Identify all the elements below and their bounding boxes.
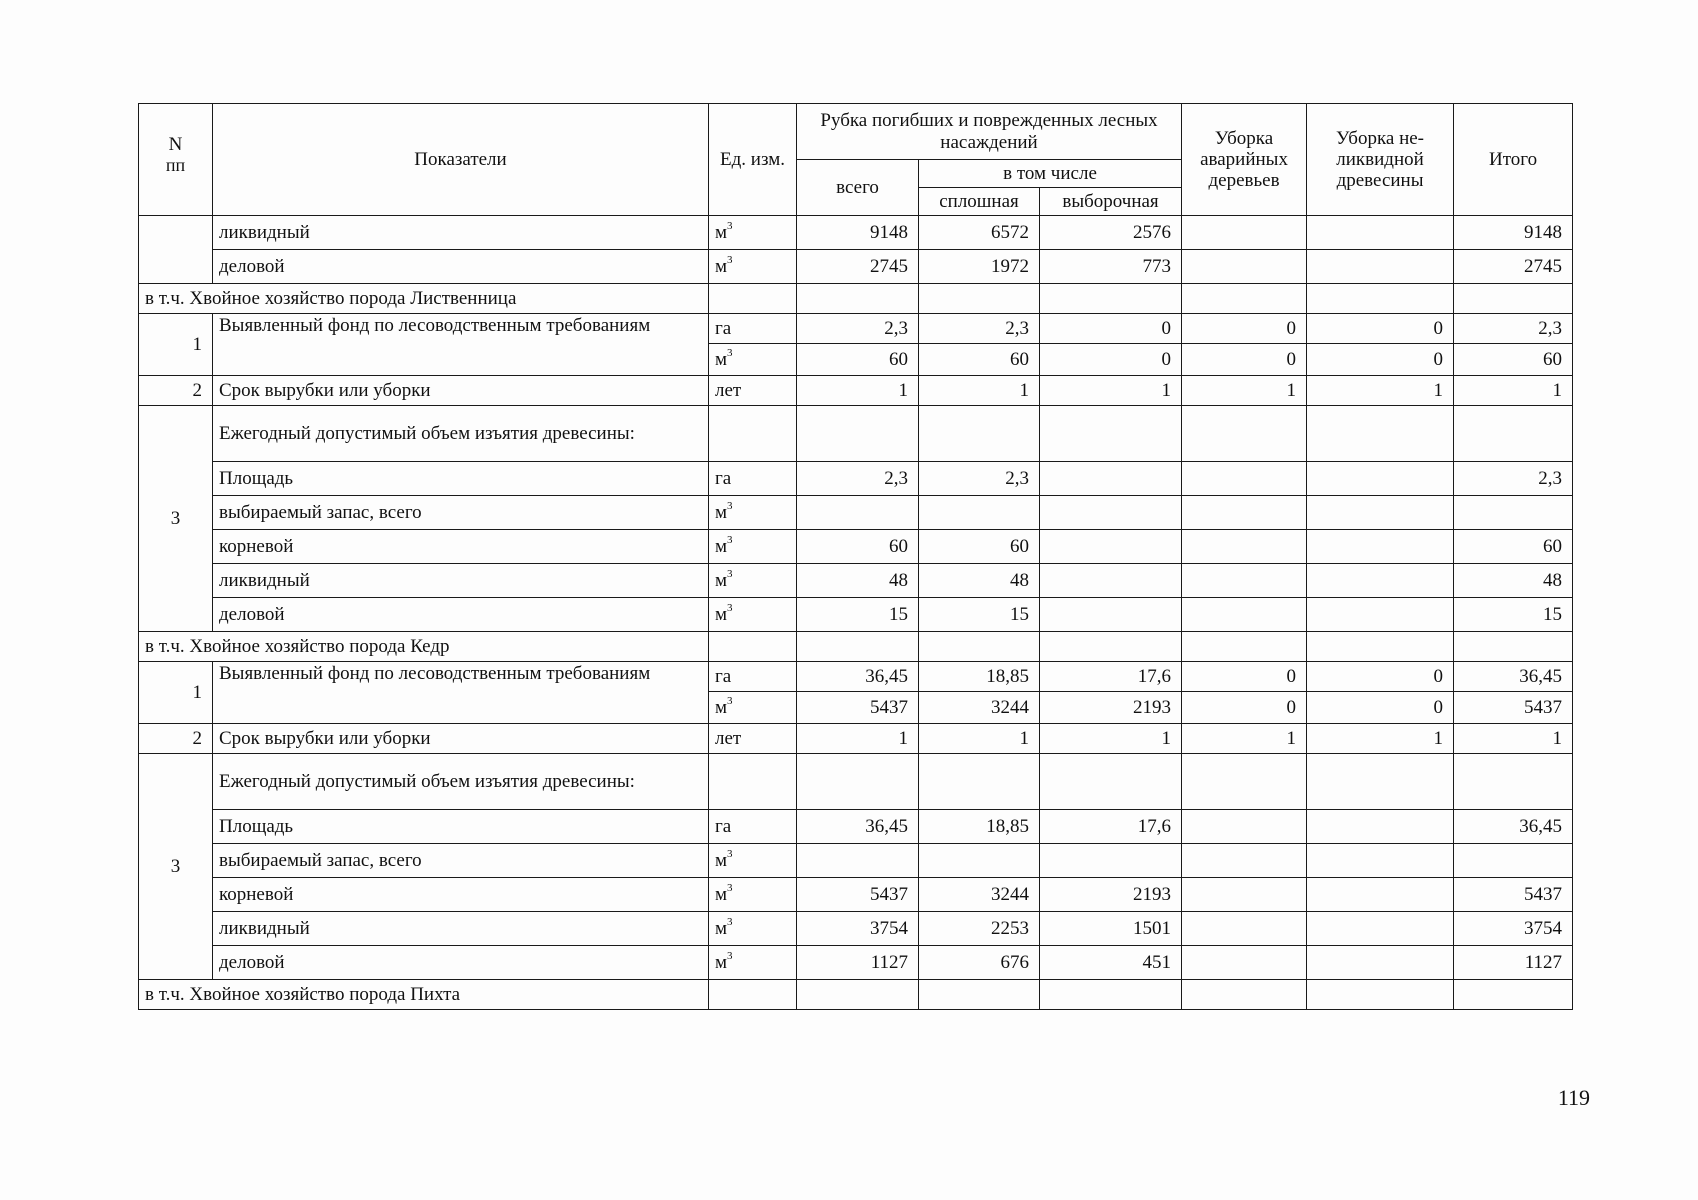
value-cell — [1182, 530, 1307, 564]
value-cell: 0 — [1040, 344, 1182, 376]
indicator-label: Площадь — [213, 810, 709, 844]
header-pp: пп — [165, 155, 186, 176]
value-cell: 2193 — [1040, 692, 1182, 724]
unit-text: м — [715, 348, 728, 370]
header-selective: выборочная — [1040, 188, 1182, 216]
value-cell — [1040, 564, 1182, 598]
value-cell — [1182, 250, 1307, 284]
empty-cell — [919, 754, 1040, 810]
value-cell: 2253 — [919, 912, 1040, 946]
empty-cell — [1454, 284, 1573, 314]
value-cell: 60 — [1454, 530, 1573, 564]
header-row-1 — [139, 104, 1573, 160]
header-n: N — [168, 134, 183, 155]
value-cell: 48 — [919, 564, 1040, 598]
indicator-label: Срок вырубки или уборки — [213, 376, 709, 406]
value-cell: 9148 — [1454, 216, 1573, 250]
value-cell: 0 — [1307, 314, 1454, 344]
value-cell: 1127 — [1454, 946, 1573, 980]
unit-superscript: 3 — [727, 253, 733, 266]
unit-cell — [709, 496, 797, 530]
empty-cell — [1454, 406, 1573, 462]
unit-cell — [709, 946, 797, 980]
unit-cell — [709, 662, 797, 692]
unit-text: га — [715, 467, 732, 489]
unit-cell — [709, 598, 797, 632]
unit-cell — [709, 878, 797, 912]
value-cell — [797, 844, 919, 878]
header-total: всего — [797, 160, 919, 216]
value-cell: 17,6 — [1040, 662, 1182, 692]
value-cell: 0 — [1307, 344, 1454, 376]
value-cell: 676 — [919, 946, 1040, 980]
value-cell: 2745 — [797, 250, 919, 284]
value-cell: 60 — [919, 530, 1040, 564]
value-cell — [1307, 250, 1454, 284]
section-title: в т.ч. Хвойное хозяйство порода Пихта — [139, 980, 709, 1010]
row-number: 2 — [139, 376, 213, 406]
indicator-label: Ежегодный допустимый объем изъятия древесины: — [213, 754, 709, 810]
unit-text: га — [715, 665, 732, 687]
empty-cell — [919, 980, 1040, 1010]
value-cell — [1040, 462, 1182, 496]
value-cell: 2,3 — [1454, 462, 1573, 496]
value-cell: 1 — [1182, 376, 1307, 406]
empty-cell — [797, 406, 919, 462]
value-cell: 5437 — [1454, 692, 1573, 724]
value-cell — [1040, 598, 1182, 632]
empty-cell — [1182, 754, 1307, 810]
unit-text: га — [715, 815, 732, 837]
table-row — [139, 662, 1573, 692]
value-cell: 1127 — [797, 946, 919, 980]
value-cell: 1 — [1040, 724, 1182, 754]
unit-superscript: 3 — [727, 915, 733, 928]
table-row — [139, 216, 1573, 250]
empty-cell — [797, 754, 919, 810]
value-cell: 3754 — [797, 912, 919, 946]
value-cell: 1 — [1454, 724, 1573, 754]
empty-cell — [1454, 754, 1573, 810]
table-row — [139, 496, 1573, 530]
empty-cell — [1307, 284, 1454, 314]
value-cell: 0 — [1182, 662, 1307, 692]
value-cell: 1 — [1307, 376, 1454, 406]
indicator-label: Срок вырубки или уборки — [213, 724, 709, 754]
value-cell: 773 — [1040, 250, 1182, 284]
value-cell — [1307, 462, 1454, 496]
value-cell: 15 — [797, 598, 919, 632]
value-cell: 5437 — [797, 878, 919, 912]
value-cell: 5437 — [1454, 878, 1573, 912]
table-row — [139, 878, 1573, 912]
value-cell: 1 — [797, 724, 919, 754]
value-cell: 0 — [1182, 692, 1307, 724]
empty-cell — [919, 632, 1040, 662]
indicator-label: корневой — [213, 530, 709, 564]
header-number-cell — [139, 104, 213, 216]
unit-text: м — [715, 221, 728, 243]
empty-cell — [797, 632, 919, 662]
indicator-label: ликвидный — [213, 912, 709, 946]
indicator-label: Выявленный фонд по лесоводственным требованиям — [213, 662, 709, 724]
value-cell — [919, 844, 1040, 878]
header-unit: Ед. изм. — [709, 104, 797, 216]
value-cell: 2,3 — [797, 314, 919, 344]
table-row — [139, 946, 1573, 980]
value-cell: 2,3 — [797, 462, 919, 496]
value-cell — [1307, 844, 1454, 878]
value-cell: 1 — [1040, 376, 1182, 406]
empty-cell — [1040, 980, 1182, 1010]
row-number: 3 — [139, 754, 213, 980]
empty-cell — [1454, 632, 1573, 662]
indicator-label: деловой — [213, 250, 709, 284]
indicator-label: выбираемый запас, всего — [213, 844, 709, 878]
unit-cell — [709, 912, 797, 946]
unit-text: м — [715, 696, 728, 718]
unit-text: га — [715, 317, 732, 339]
row-number: 1 — [139, 314, 213, 376]
value-cell — [1307, 496, 1454, 530]
value-cell: 5437 — [797, 692, 919, 724]
value-cell: 60 — [1454, 344, 1573, 376]
indicator-label: деловой — [213, 946, 709, 980]
empty-cell — [1182, 406, 1307, 462]
table-row — [139, 754, 1573, 810]
value-cell — [1182, 912, 1307, 946]
value-cell: 0 — [1182, 344, 1307, 376]
value-cell — [1182, 462, 1307, 496]
unit-cell — [709, 216, 797, 250]
empty-cell — [1307, 632, 1454, 662]
unit-cell: лет — [709, 724, 797, 754]
empty-cell — [1182, 632, 1307, 662]
unit-superscript: 3 — [727, 847, 733, 860]
value-cell — [1040, 844, 1182, 878]
value-cell: 2193 — [1040, 878, 1182, 912]
unit-text: м — [715, 849, 728, 871]
unit-superscript: 3 — [727, 346, 733, 359]
value-cell: 3244 — [919, 878, 1040, 912]
section-title-row — [139, 284, 1573, 314]
unit-cell — [709, 692, 797, 724]
unit-superscript: 3 — [727, 881, 733, 894]
indicator-label: выбираемый запас, всего — [213, 496, 709, 530]
value-cell: 2,3 — [919, 314, 1040, 344]
value-cell — [1454, 844, 1573, 878]
header-clear: сплошная — [919, 188, 1040, 216]
row-number: 1 — [139, 662, 213, 724]
value-cell — [1182, 496, 1307, 530]
value-cell: 1 — [1182, 724, 1307, 754]
value-cell: 1 — [1454, 376, 1573, 406]
value-cell — [1182, 598, 1307, 632]
value-cell: 451 — [1040, 946, 1182, 980]
unit-text: м — [715, 255, 728, 277]
table-row — [139, 724, 1573, 754]
indicator-label: ликвидный — [213, 216, 709, 250]
value-cell: 60 — [797, 530, 919, 564]
table-row — [139, 810, 1573, 844]
value-cell: 0 — [1307, 662, 1454, 692]
unit-cell — [709, 344, 797, 376]
value-cell: 1501 — [1040, 912, 1182, 946]
value-cell: 9148 — [797, 216, 919, 250]
empty-cell — [797, 980, 919, 1010]
unit-text: м — [715, 951, 728, 973]
forest-felling-table — [138, 103, 1573, 1010]
value-cell — [1182, 564, 1307, 598]
unit-cell — [709, 250, 797, 284]
value-cell: 1 — [919, 724, 1040, 754]
header-illiquid: Уборка не-ликвидной древесины — [1307, 104, 1454, 216]
empty-cell — [1307, 980, 1454, 1010]
value-cell: 36,45 — [1454, 810, 1573, 844]
value-cell: 15 — [919, 598, 1040, 632]
value-cell: 1 — [1307, 724, 1454, 754]
unit-text: м — [715, 603, 728, 625]
table-row — [139, 406, 1573, 462]
unit-superscript: 3 — [727, 601, 733, 614]
value-cell: 17,6 — [1040, 810, 1182, 844]
value-cell: 0 — [1182, 314, 1307, 344]
value-cell: 0 — [1307, 692, 1454, 724]
unit-text: м — [715, 883, 728, 905]
value-cell — [1454, 496, 1573, 530]
table-row — [139, 912, 1573, 946]
table-row — [139, 462, 1573, 496]
value-cell — [1307, 946, 1454, 980]
table-row — [139, 250, 1573, 284]
value-cell — [919, 496, 1040, 530]
empty-cell — [797, 284, 919, 314]
indicator-label: Ежегодный допустимый объем изъятия древесины: — [213, 406, 709, 462]
section-title-row — [139, 980, 1573, 1010]
unit-cell — [709, 530, 797, 564]
number-cell — [139, 216, 213, 284]
table-row — [139, 376, 1573, 406]
indicator-label: Выявленный фонд по лесоводственным требованиям — [213, 314, 709, 376]
row-number: 3 — [139, 406, 213, 632]
table-row — [139, 844, 1573, 878]
value-cell — [1307, 598, 1454, 632]
section-title: в т.ч. Хвойное хозяйство порода Лиственница — [139, 284, 709, 314]
empty-cell — [1307, 754, 1454, 810]
unit-cell — [709, 844, 797, 878]
table-row — [139, 564, 1573, 598]
value-cell — [1182, 878, 1307, 912]
section-title: в т.ч. Хвойное хозяйство порода Кедр — [139, 632, 709, 662]
header-indicators: Показатели — [213, 104, 709, 216]
empty-cell — [709, 284, 797, 314]
value-cell: 1 — [797, 376, 919, 406]
value-cell — [1040, 496, 1182, 530]
indicator-label: Площадь — [213, 462, 709, 496]
value-cell: 36,45 — [797, 810, 919, 844]
value-cell: 60 — [919, 344, 1040, 376]
unit-cell — [709, 462, 797, 496]
value-cell: 36,45 — [1454, 662, 1573, 692]
empty-cell — [1182, 284, 1307, 314]
value-cell: 18,85 — [919, 810, 1040, 844]
value-cell: 1972 — [919, 250, 1040, 284]
empty-cell — [919, 406, 1040, 462]
unit-superscript: 3 — [727, 694, 733, 707]
unit-text: м — [715, 917, 728, 939]
indicator-label: корневой — [213, 878, 709, 912]
empty-cell — [1040, 406, 1182, 462]
table-row — [139, 530, 1573, 564]
value-cell: 48 — [797, 564, 919, 598]
value-cell — [1307, 530, 1454, 564]
empty-cell — [709, 406, 797, 462]
value-cell: 48 — [1454, 564, 1573, 598]
unit-text: м — [715, 569, 728, 591]
value-cell — [1182, 946, 1307, 980]
value-cell: 0 — [1040, 314, 1182, 344]
row-number: 2 — [139, 724, 213, 754]
empty-cell — [709, 980, 797, 1010]
value-cell: 2,3 — [1454, 314, 1573, 344]
unit-superscript: 3 — [727, 533, 733, 546]
value-cell — [797, 496, 919, 530]
unit-superscript: 3 — [727, 219, 733, 232]
indicator-label: ликвидный — [213, 564, 709, 598]
page-number: 119 — [1557, 1085, 1590, 1110]
table-row — [139, 598, 1573, 632]
empty-cell — [1040, 284, 1182, 314]
header-felling: Рубка погибших и поврежденных лесных насаждений — [797, 104, 1182, 160]
value-cell: 1 — [919, 376, 1040, 406]
value-cell: 18,85 — [919, 662, 1040, 692]
value-cell: 15 — [1454, 598, 1573, 632]
value-cell: 2745 — [1454, 250, 1573, 284]
header-itogo: Итого — [1454, 104, 1573, 216]
header-emergency: Уборка аварийных деревьев — [1182, 104, 1307, 216]
empty-cell — [1040, 754, 1182, 810]
value-cell — [1307, 878, 1454, 912]
value-cell: 3244 — [919, 692, 1040, 724]
value-cell — [1307, 810, 1454, 844]
value-cell: 6572 — [919, 216, 1040, 250]
value-cell — [1182, 810, 1307, 844]
header-including: в том числе — [919, 160, 1182, 188]
unit-cell — [709, 564, 797, 598]
empty-cell — [1307, 406, 1454, 462]
value-cell: 2,3 — [919, 462, 1040, 496]
empty-cell — [1182, 980, 1307, 1010]
unit-cell — [709, 810, 797, 844]
table-row — [139, 314, 1573, 344]
unit-superscript: 3 — [727, 949, 733, 962]
unit-text: м — [715, 535, 728, 557]
value-cell: 3754 — [1454, 912, 1573, 946]
empty-cell — [709, 754, 797, 810]
unit-cell — [709, 314, 797, 344]
value-cell: 36,45 — [797, 662, 919, 692]
empty-cell — [1040, 632, 1182, 662]
unit-superscript: 3 — [727, 567, 733, 580]
value-cell: 2576 — [1040, 216, 1182, 250]
unit-text: м — [715, 501, 728, 523]
value-cell — [1182, 844, 1307, 878]
value-cell — [1307, 216, 1454, 250]
empty-cell — [1454, 980, 1573, 1010]
empty-cell — [709, 632, 797, 662]
value-cell — [1307, 564, 1454, 598]
section-title-row — [139, 632, 1573, 662]
value-cell — [1182, 216, 1307, 250]
value-cell: 60 — [797, 344, 919, 376]
indicator-label: деловой — [213, 598, 709, 632]
unit-superscript: 3 — [727, 499, 733, 512]
empty-cell — [919, 284, 1040, 314]
value-cell — [1307, 912, 1454, 946]
unit-cell: лет — [709, 376, 797, 406]
value-cell — [1040, 530, 1182, 564]
